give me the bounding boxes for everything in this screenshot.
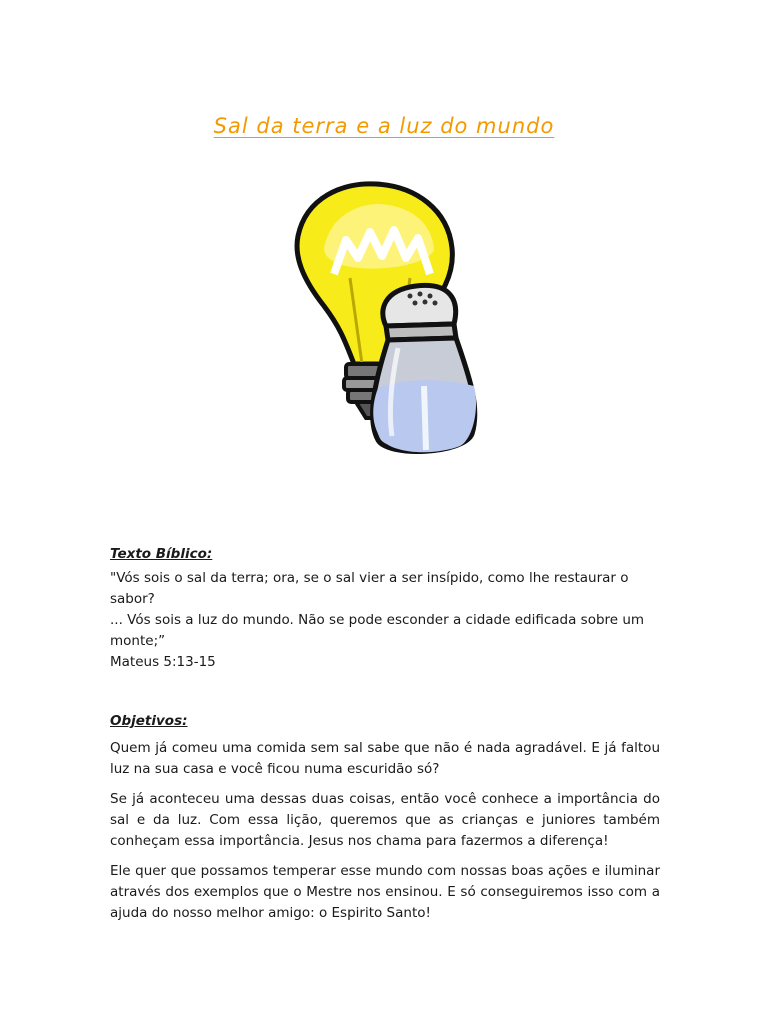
verse-line: "Vós sois o sal da terra; ora, se o sal vier a ser insípido, como lhe restaurar o sabor? — [110, 570, 629, 607]
page-title: Sal da terra e a luz do mundo — [213, 114, 555, 138]
lightbulb-and-salt-shaker-icon — [284, 178, 480, 460]
biblical-text-section — [110, 546, 660, 673]
objectives-section — [110, 713, 660, 924]
verse-line: ... Vós sois a luz do mundo. Não se pode esconder a cidade edificada sobre um monte;” — [110, 612, 645, 649]
objectives-paragraph: Ele quer que possamos temperar esse mundo com nossas boas ações e iluminar através dos exemplos que o Mestre nos ensinou. E só conseguiremos isso com a ajuda do nosso melhor amigo: o Espirito Santo! — [110, 863, 660, 921]
verse-reference: Mateus 5:13-15 — [110, 654, 216, 670]
objectives-heading: Objetivos: — [110, 713, 188, 729]
biblical-text-heading: Texto Bíblico: — [110, 546, 213, 562]
salt-shaker-icon — [373, 285, 476, 452]
objectives-paragraph: Quem já comeu uma comida sem sal sabe que não é nada agradável. E já faltou luz na sua casa e você ficou numa escuridão só? — [110, 740, 660, 777]
objectives-paragraph: Se já aconteceu uma dessas duas coisas, então você conhece a importância do sal e da luz. Com essa lição, queremos que as crianças e juniores também conheçam essa importância. Jesus nos chama para fazermos a diferença! — [110, 791, 660, 849]
